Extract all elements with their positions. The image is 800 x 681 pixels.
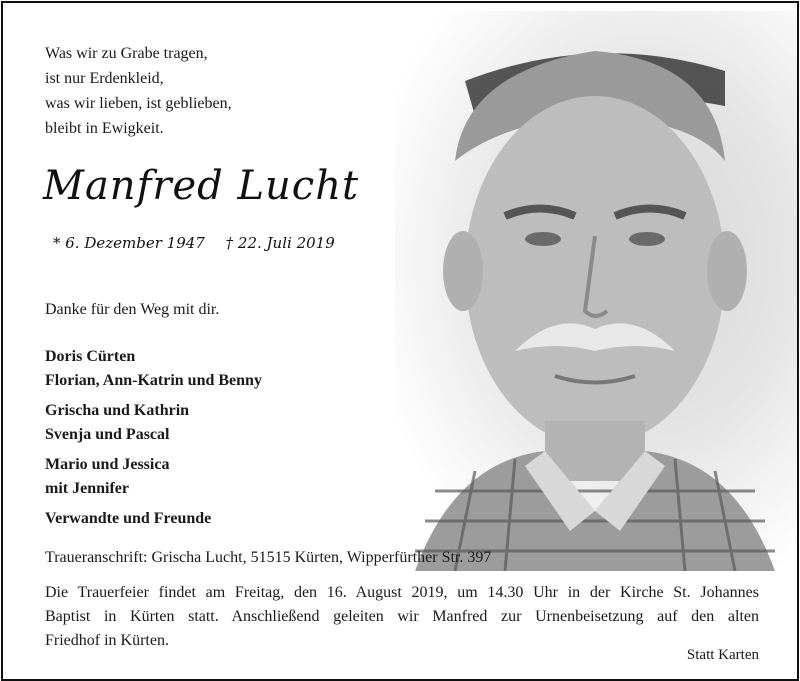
mourner-line: Mario und Jessica [45,456,170,473]
mourner-line: mit Jennifer [45,480,129,497]
mourning-address: Traueranschrift: Grischa Lucht, 51515 Kürten, Wipperfürther Str. 397 [45,549,492,566]
poem-line: ist nur Erdenkleid, [45,70,164,87]
life-dates [53,234,351,252]
mourner-line: Doris Cürten [45,348,136,365]
mourner-group [45,453,262,501]
thanks-line: Danke für den Weg mit dir. [45,301,220,318]
poem-line: bleibt in Ewigkeit. [45,120,164,137]
poem-line: Was wir zu Grabe tragen, [45,45,208,62]
mourner-group [45,399,262,447]
deceased-name: Manfred Lucht [43,163,360,209]
mourners-list [45,345,262,537]
statt-karten-note: Statt Karten [686,647,759,663]
poem [45,41,232,141]
mourner-group [45,345,262,393]
portrait-illustration [395,11,797,571]
death-date: † 22. Juli 2019 [225,234,335,252]
mourner-line: Grischa und Kathrin [45,402,190,419]
ceremony-line: Baptist in Kürten statt. Anschließend geleiten wir Manfred zur Urnenbeisetzung auf den alten [45,608,759,625]
mourner-line: Verwandte und Freunde [45,510,212,527]
mourner-group [45,507,262,531]
obituary-card [1,1,799,681]
ceremony-line: Die Trauerfeier findet am Freitag, den 16. August 2019, um 14.30 Uhr in der Kirche St. Johannes [45,584,759,601]
mourner-line: Svenja und Pascal [45,426,170,443]
portrait-photo [395,11,797,571]
poem-line: was wir lieben, ist geblieben, [45,95,232,112]
mourner-line: Florian, Ann-Katrin und Benny [45,372,262,389]
birth-date: * 6. Dezember 1947 [53,234,205,252]
ceremony-notice [45,581,759,653]
ceremony-line: Friedhof in Kürten. [45,632,169,649]
